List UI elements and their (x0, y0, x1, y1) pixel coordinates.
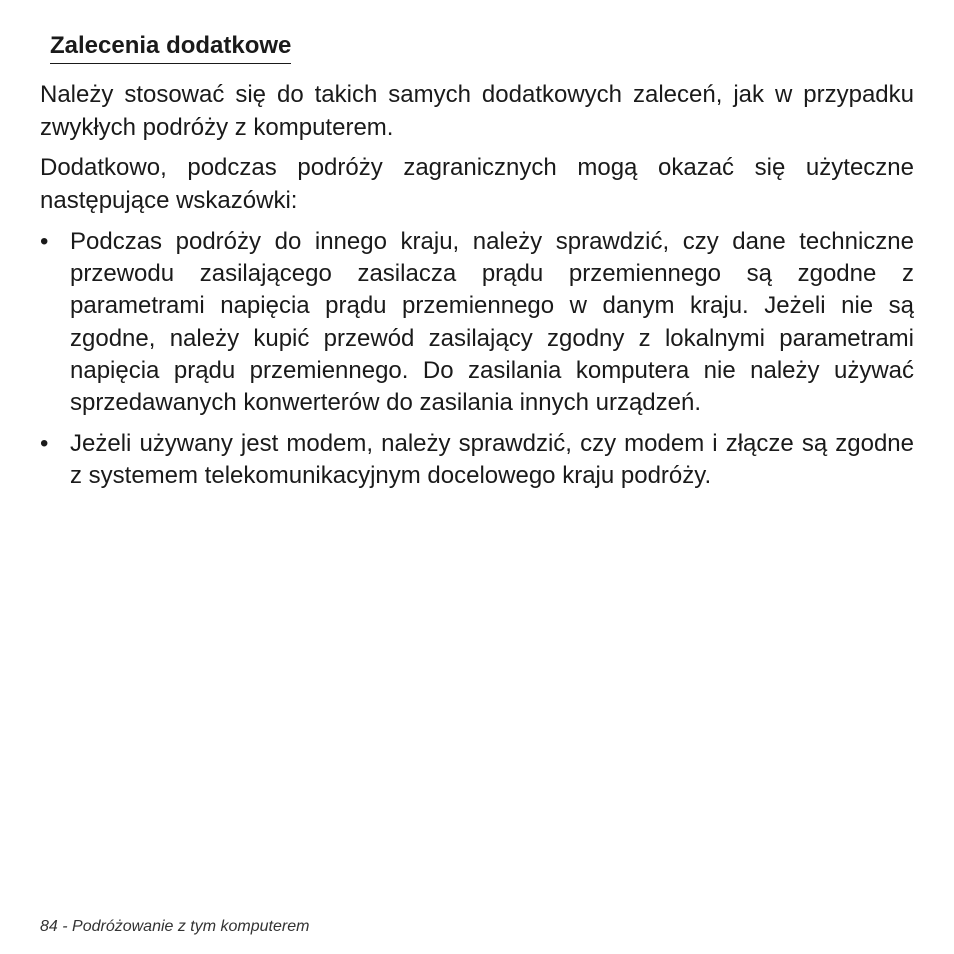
bullet-icon: • (40, 228, 49, 255)
document-page (40, 30, 914, 493)
intro-paragraph: Należy stosować się do takich samych dodatkowych zaleceń, jak w przypadku zwykłych podróży z komputerem. (40, 81, 914, 141)
lead-in-paragraph: Dodatkowo, podczas podróży zagranicznych mogą okazać się użyteczne następujące wskazówki: (40, 154, 914, 214)
tips-list (40, 226, 914, 493)
list-item (40, 226, 914, 419)
section-title: Zalecenia dodatkowe (50, 30, 291, 64)
list-item (40, 428, 914, 492)
bullet-icon: • (40, 430, 49, 458)
page-footer: 84 - Podróżowanie z tym komputerem (40, 918, 310, 935)
list-item-text: Jeżeli używany jest modem, należy sprawdzić, czy modem i złącze są zgodne z systemem telekomunikacyjnym docelowego kraju podróży. (70, 430, 914, 490)
list-item-text: Podczas podróży do innego kraju, należy sprawdzić, czy dane techniczne przewodu zasilającego zasilacza prądu przemiennego są zgodne z parametrami napięcia prądu przemiennego w danym kraju. Jeżeli nie są zgodne, należy kupić przewód zasilający zgodny z lokalnymi parametrami napięcia prądu przemiennego. Do zasilania komputera nie należy używać sprzedawanych konwerterów do zasilania innych urządzeń. (70, 228, 914, 417)
